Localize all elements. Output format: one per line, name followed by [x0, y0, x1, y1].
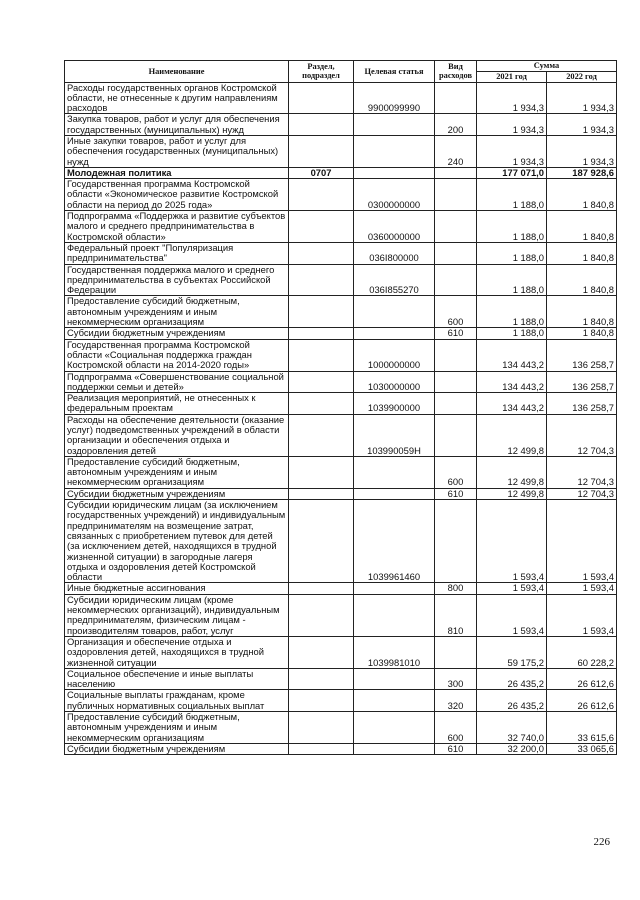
row-name: Социальные выплаты гражданам, кроме публичных нормативных социальных выплат [65, 690, 289, 712]
row-section [289, 712, 354, 744]
row-kind [435, 339, 477, 371]
header-name: Наименование [65, 61, 289, 83]
row-kind [435, 179, 477, 211]
row-name: Предоставление субсидий бюджетным, автономным учреждениям и иным некоммерческим организациям [65, 296, 289, 328]
row-name: Субсидии юридическим лицам (кроме некоммерческих организаций), индивидуальным предпринимателям, физическим лицам - производителям товаров, работ, услуг [65, 594, 289, 636]
table-row [65, 114, 617, 136]
row-kind: 200 [435, 114, 477, 136]
row-kind: 610 [435, 743, 477, 754]
row-section [289, 82, 354, 114]
row-value-2022: 26 612,6 [547, 668, 617, 690]
table-row [65, 636, 617, 668]
row-name: Молодежная политика [65, 167, 289, 178]
row-value-2022: 1 593,4 [547, 500, 617, 583]
row-value-2021: 134 443,2 [477, 339, 547, 371]
row-value-2021: 12 499,8 [477, 414, 547, 456]
header-year-2021: 2021 год [477, 71, 547, 82]
row-target: 1039981010 [354, 636, 435, 668]
row-value-2022: 1 840,8 [547, 296, 617, 328]
row-target: 036I855270 [354, 264, 435, 296]
row-kind [435, 500, 477, 583]
row-value-2021: 1 593,4 [477, 583, 547, 594]
row-kind [435, 264, 477, 296]
row-value-2022: 1 840,8 [547, 179, 617, 211]
row-value-2022: 136 258,7 [547, 339, 617, 371]
row-value-2021: 12 499,8 [477, 456, 547, 488]
row-name: Государственная программа Костромской области «Экономическое развитие Костромской области на период до 2025 года» [65, 179, 289, 211]
row-target: 103990059Н [354, 414, 435, 456]
row-value-2022: 1 593,4 [547, 594, 617, 636]
table-row [65, 500, 617, 583]
row-kind [435, 82, 477, 114]
row-value-2021: 1 188,0 [477, 296, 547, 328]
row-section [289, 690, 354, 712]
row-name: Субсидии бюджетным учреждениям [65, 488, 289, 499]
row-section [289, 500, 354, 583]
table-row [65, 242, 617, 264]
row-name: Расходы государственных органов Костромской области, не отнесенные к другим направлениям расходов [65, 82, 289, 114]
row-kind: 800 [435, 583, 477, 594]
row-target [354, 114, 435, 136]
row-target: 1000000000 [354, 339, 435, 371]
row-value-2021: 1 188,0 [477, 242, 547, 264]
row-value-2022: 12 704,3 [547, 414, 617, 456]
table-row [65, 594, 617, 636]
table-row [65, 135, 617, 167]
row-kind: 600 [435, 456, 477, 488]
row-name: Социальное обеспечение и иные выплаты населению [65, 668, 289, 690]
row-target [354, 690, 435, 712]
table-row [65, 339, 617, 371]
header-section: Раздел, подраздел [289, 61, 354, 83]
table-row [65, 456, 617, 488]
row-value-2022: 26 612,6 [547, 690, 617, 712]
row-name: Субсидии бюджетным учреждениям [65, 328, 289, 339]
row-section [289, 264, 354, 296]
row-value-2021: 26 435,2 [477, 690, 547, 712]
row-name: Закупка товаров, работ и услуг для обеспечения государственных (муниципальных) нужд [65, 114, 289, 136]
row-section [289, 114, 354, 136]
row-section [289, 456, 354, 488]
table-row [65, 583, 617, 594]
row-value-2021: 1 934,3 [477, 135, 547, 167]
row-name: Иные закупки товаров, работ и услуг для обеспечения государственных (муниципальных) нужд [65, 135, 289, 167]
row-value-2021: 32 740,0 [477, 712, 547, 744]
row-value-2021: 134 443,2 [477, 371, 547, 393]
row-name: Подпрограмма «Совершенствование социальной поддержки семьи и детей» [65, 371, 289, 393]
row-section [289, 296, 354, 328]
header-target: Целевая статья [354, 61, 435, 83]
row-section [289, 393, 354, 415]
table-body [65, 82, 617, 755]
table-row [65, 393, 617, 415]
row-value-2021: 1 934,3 [477, 82, 547, 114]
row-section [289, 488, 354, 499]
row-kind: 810 [435, 594, 477, 636]
row-section [289, 211, 354, 243]
row-kind [435, 636, 477, 668]
row-target: 1039900000 [354, 393, 435, 415]
row-section [289, 339, 354, 371]
row-value-2022: 136 258,7 [547, 371, 617, 393]
row-value-2022: 136 258,7 [547, 393, 617, 415]
table-row [65, 690, 617, 712]
row-target [354, 135, 435, 167]
row-kind [435, 414, 477, 456]
row-value-2021: 1 188,0 [477, 328, 547, 339]
row-value-2022: 1 593,4 [547, 583, 617, 594]
row-value-2021: 1 593,4 [477, 500, 547, 583]
row-value-2022: 1 934,3 [547, 82, 617, 114]
row-target [354, 488, 435, 499]
row-name: Субсидии бюджетным учреждениям [65, 743, 289, 754]
row-target: 9900099990 [354, 82, 435, 114]
row-value-2022: 33 615,6 [547, 712, 617, 744]
row-section [289, 328, 354, 339]
row-value-2022: 12 704,3 [547, 488, 617, 499]
header-year-2022: 2022 год [547, 71, 617, 82]
row-section [289, 135, 354, 167]
row-value-2022: 12 704,3 [547, 456, 617, 488]
row-target [354, 167, 435, 178]
row-target [354, 668, 435, 690]
row-name: Субсидии юридическим лицам (за исключением государственных учреждений) и индивидуальным предпринимателям на возмещение затрат, связанных с приобретением путевок для детей (за исключением детей, находящихся в трудной жизненной ситуации) в загородные лагеря отдыха и оздоровления детей Костромской области [65, 500, 289, 583]
row-name: Подпрограмма «Поддержка и развитие субъектов малого и среднего предпринимательства в Костромской области» [65, 211, 289, 243]
row-value-2022: 1 840,8 [547, 264, 617, 296]
row-value-2022: 187 928,6 [547, 167, 617, 178]
row-target: 0360000000 [354, 211, 435, 243]
table-row [65, 668, 617, 690]
row-kind [435, 211, 477, 243]
row-section [289, 179, 354, 211]
row-target: 1039961460 [354, 500, 435, 583]
row-value-2021: 1 188,0 [477, 179, 547, 211]
row-kind [435, 393, 477, 415]
row-name: Предоставление субсидий бюджетным, автономным учреждениям и иным некоммерческим организациям [65, 456, 289, 488]
row-value-2021: 1 593,4 [477, 594, 547, 636]
row-target: 036I800000 [354, 242, 435, 264]
row-value-2021: 59 175,2 [477, 636, 547, 668]
table-row [65, 371, 617, 393]
table-row [65, 328, 617, 339]
table-row [65, 712, 617, 744]
row-value-2022: 1 840,8 [547, 211, 617, 243]
row-kind [435, 242, 477, 264]
row-section: 0707 [289, 167, 354, 178]
row-value-2022: 1 840,8 [547, 242, 617, 264]
row-kind: 600 [435, 296, 477, 328]
row-target [354, 456, 435, 488]
row-target: 1030000000 [354, 371, 435, 393]
row-section [289, 242, 354, 264]
row-target [354, 712, 435, 744]
row-target [354, 594, 435, 636]
row-value-2021: 1 188,0 [477, 264, 547, 296]
row-name: Расходы на обеспечение деятельности (оказание услуг) подведомственных учреждений в области организации и обеспечения отдыха и оздоровления детей [65, 414, 289, 456]
table-row [65, 264, 617, 296]
row-target [354, 583, 435, 594]
row-section [289, 414, 354, 456]
row-target [354, 296, 435, 328]
row-value-2021: 1 188,0 [477, 211, 547, 243]
table-row [65, 167, 617, 178]
document-page [64, 60, 616, 755]
row-value-2022: 1 934,3 [547, 135, 617, 167]
table-row [65, 179, 617, 211]
header-kind: Вид расходов [435, 61, 477, 83]
row-name: Реализация мероприятий, не отнесенных к федеральным проектам [65, 393, 289, 415]
row-value-2022: 60 228,2 [547, 636, 617, 668]
row-name: Государственная программа Костромской области «Социальная поддержка граждан Костромской области на 2014-2020 годы» [65, 339, 289, 371]
row-value-2021: 134 443,2 [477, 393, 547, 415]
row-kind [435, 371, 477, 393]
row-value-2022: 1 840,8 [547, 328, 617, 339]
row-kind: 610 [435, 488, 477, 499]
row-name: Федеральный проект "Популяризация предпринимательства" [65, 242, 289, 264]
table-row [65, 82, 617, 114]
row-value-2021: 26 435,2 [477, 668, 547, 690]
row-section [289, 371, 354, 393]
row-target [354, 328, 435, 339]
row-kind: 320 [435, 690, 477, 712]
row-name: Государственная поддержка малого и среднего предпринимательства в субъектах Российской Федерации [65, 264, 289, 296]
row-value-2021: 12 499,8 [477, 488, 547, 499]
row-kind: 300 [435, 668, 477, 690]
table-row [65, 211, 617, 243]
header-sum: Сумма [477, 61, 617, 72]
row-name: Организация и обеспечение отдыха и оздоровления детей, находящихся в трудной жизненной ситуации [65, 636, 289, 668]
row-section [289, 636, 354, 668]
table-row [65, 414, 617, 456]
row-kind: 610 [435, 328, 477, 339]
row-name: Иные бюджетные ассигнования [65, 583, 289, 594]
table-row [65, 743, 617, 754]
budget-table [64, 60, 617, 755]
row-value-2022: 33 065,6 [547, 743, 617, 754]
row-kind [435, 167, 477, 178]
row-kind: 600 [435, 712, 477, 744]
row-value-2021: 32 200,0 [477, 743, 547, 754]
row-kind: 240 [435, 135, 477, 167]
row-name: Предоставление субсидий бюджетным, автономным учреждениям и иным некоммерческим организациям [65, 712, 289, 744]
table-row [65, 488, 617, 499]
row-section [289, 594, 354, 636]
row-section [289, 668, 354, 690]
row-section [289, 743, 354, 754]
row-value-2021: 1 934,3 [477, 114, 547, 136]
table-row [65, 296, 617, 328]
row-value-2021: 177 071,0 [477, 167, 547, 178]
row-target: 0300000000 [354, 179, 435, 211]
row-section [289, 583, 354, 594]
page-number: 226 [593, 836, 610, 848]
row-target [354, 743, 435, 754]
row-value-2022: 1 934,3 [547, 114, 617, 136]
